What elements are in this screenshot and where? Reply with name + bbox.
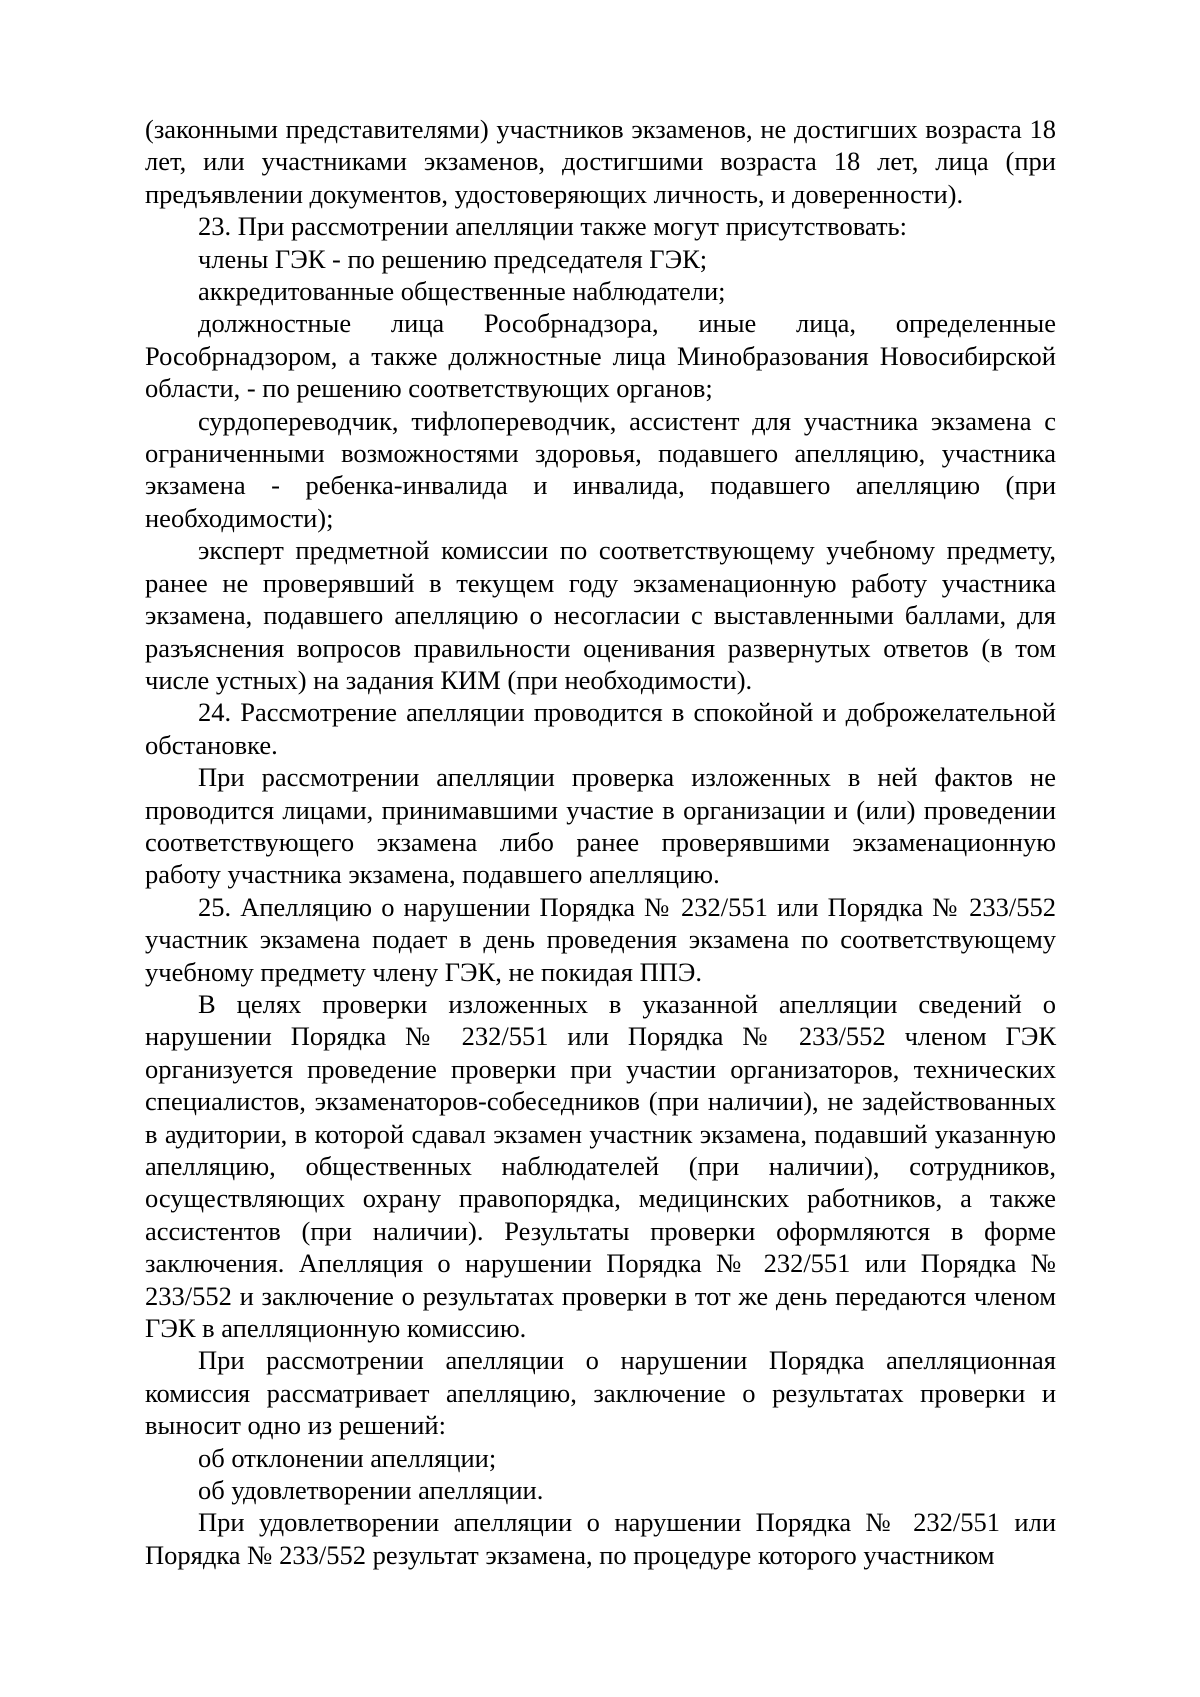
list-item-expert: эксперт предметной комиссии по соответствующему учебному предмету, ранее не проверявший в текущем году экзаменационную работу участника экзамена, подавшего апелляцию о несогласии с выставленными баллами, для разъяснения вопросов правильности оценивания развернутых ответов (в том числе устных) на задания КИМ (при необходимости). xyxy=(145,535,1056,695)
paragraph-25-check: В целях проверки изложенных в указанной апелляции сведений о нарушении Порядка № 232/551 или Порядка № 233/552 членом ГЭК организуется проведение проверки при участии организаторов, технических специалистов, экзаменаторов-собеседников (при наличии), не задействованных в аудитории, в которой сдавал экзамен участник экзамена, подавший указанную апелляцию, общественных наблюдателей (при наличии), сотрудников, осуществляющих охрану правопорядка, медицинских работников, а также ассистентов (при наличии). Результаты проверки оформляются в форме заключения. Апелляция о нарушении Порядка № 232/551 или Порядка № 233/552 и заключение о результатах проверки в тот же день передаются членом ГЭК в апелляционную комиссию. xyxy=(145,988,1056,1344)
list-item-officials: должностные лица Рособрнадзора, иные лица, определенные Рособрнадзором, а также должностные лица Минобразования Новосибирской области, - по решению соответствующих органов; xyxy=(145,308,1056,404)
paragraph-satisfaction: При удовлетворении апелляции о нарушении Порядка № 232/551 или Порядка № 233/552 результат экзамена, по процедуре которого участником xyxy=(145,1507,1056,1570)
paragraph-24-verification: При рассмотрении апелляции проверка изложенных в ней фактов не проводится лицами, принимавшими участие в организации и (или) проведении соответствующего экзамена либо ранее проверявшими экзаменационную работу участника экзамена, подавшего апелляцию. xyxy=(145,762,1056,890)
paragraph-continuation: (законными представителями) участников экзаменов, не достигших возраста 18 лет, или участниками экзаменов, достигшими возраста 18 лет, лица (при предъявлении документов, удостоверяющих личность, и доверенности). xyxy=(145,114,1056,209)
list-item-interpreters: сурдопереводчик, тифлопереводчик, ассистент для участника экзамена с ограниченными возможностями здоровья, подавшего апелляцию, участника экзамена - ребенка-инвалида и инвалида, подавшего апелляцию (при необходимости); xyxy=(145,405,1056,533)
list-item-reject: об отклонении апелляции; xyxy=(198,1442,497,1473)
paragraph-25: 25. Апелляцию о нарушении Порядка № 232/551 или Порядка № 233/552 участник экзамена подает в день проведения экзамена по соответствующему учебному предмету члену ГЭК, не покидая ППЭ. xyxy=(145,891,1056,987)
paragraph-24: 24. Рассмотрение апелляции проводится в спокойной и доброжелательной обстановке. xyxy=(145,697,1056,760)
document-text xyxy=(145,113,1056,1571)
list-item-observers: аккредитованные общественные наблюдатели; xyxy=(198,276,726,307)
list-item-gek-members: члены ГЭК - по решению председателя ГЭК; xyxy=(198,243,708,274)
paragraph-25-decisions: При рассмотрении апелляции о нарушении Порядка апелляционная комиссия рассматривает апелляцию, заключение о результатах проверки и выносит одно из решений: xyxy=(145,1345,1056,1441)
list-item-satisfy: об удовлетворении апелляции. xyxy=(198,1475,544,1506)
paragraph-23: 23. При рассмотрении апелляции также могут присутствовать: xyxy=(198,211,908,242)
